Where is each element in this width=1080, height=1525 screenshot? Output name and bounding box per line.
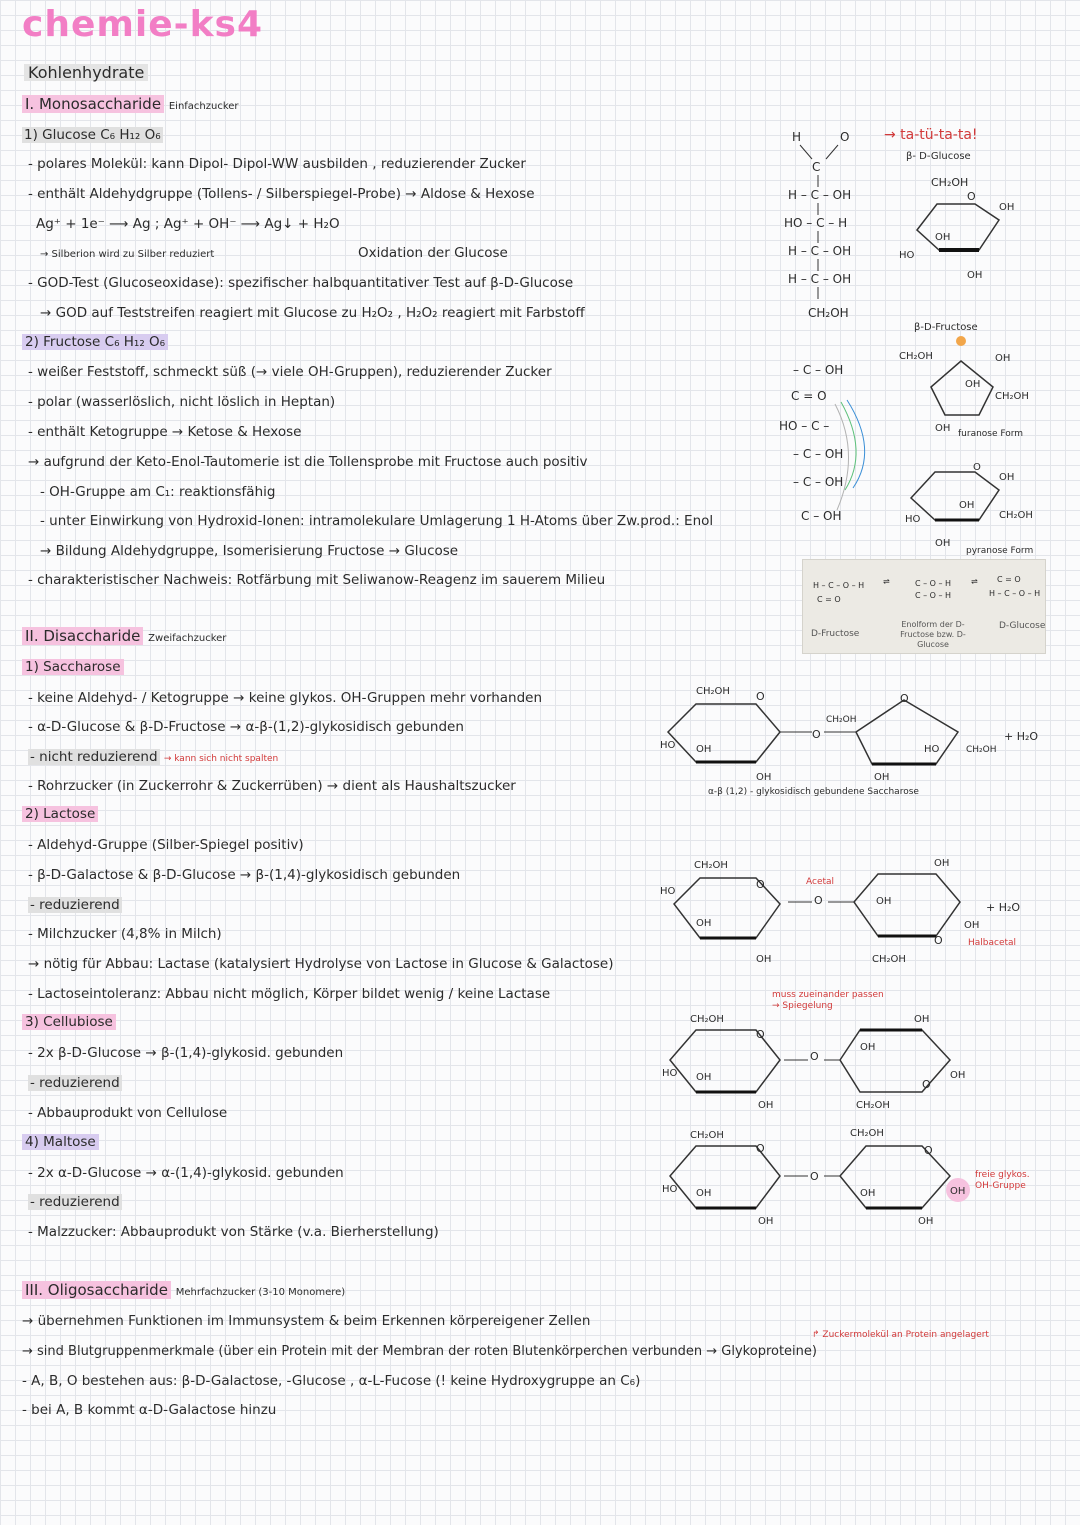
saccharose-line-4: - Rohrzucker (in Zuckerrohr & Zuckerrüben) → dient als Haushaltszucker — [28, 778, 516, 794]
svg-text:OH: OH — [696, 744, 712, 755]
svg-text:O: O — [756, 878, 765, 891]
svg-text:OH: OH — [860, 1188, 876, 1199]
halbacetal-label: Halbacetal — [968, 938, 1017, 948]
svg-text:HO: HO — [662, 1184, 678, 1195]
svg-text:O: O — [840, 130, 850, 144]
maltose-heading-text: 4) Maltose — [22, 1134, 99, 1150]
svg-text:O: O — [812, 728, 821, 741]
photo-label-fructose: D-Fructose — [811, 629, 860, 639]
svg-text:OH: OH — [918, 1216, 934, 1227]
svg-text:CH₂OH: CH₂OH — [966, 745, 997, 755]
svg-text:O: O — [814, 894, 823, 907]
glucose-line-4: → Silberion wird zu Silber reduziert — [40, 249, 215, 260]
svg-text:CH₂OH: CH₂OH — [850, 1128, 884, 1139]
svg-text:CH₂OH: CH₂OH — [856, 1100, 890, 1111]
tatu-note: → ta-tü-ta-ta! — [884, 127, 978, 143]
fructose-line-1: - weißer Feststoff, schmeckt süß (→ viele OH-Gruppen), reduzierender Zucker — [28, 364, 552, 380]
svg-text:OH: OH — [935, 538, 951, 549]
glucose-line-4b: Oxidation der Glucose — [358, 245, 508, 261]
svg-text:OH: OH — [696, 1188, 712, 1199]
fructose-line-7: → Bildung Aldehydgruppe, Isomerisierung Fructose → Glucose — [40, 543, 459, 559]
svg-text:– C – OH: – C – OH — [793, 475, 844, 489]
svg-text:C = O: C = O — [791, 389, 827, 403]
beta-glucose-chair — [895, 170, 1035, 280]
svg-text:OH: OH — [874, 772, 890, 783]
svg-text:C = O: C = O — [817, 595, 841, 604]
cellubiose-line-2 — [28, 1075, 122, 1092]
svg-text:– C – OH: – C – OH — [793, 363, 844, 377]
heading-di-text: II. Disaccharide — [22, 627, 143, 645]
svg-text:CH₂OH: CH₂OH — [690, 1014, 724, 1025]
photo-label-glucose: D-Glucose — [999, 621, 1046, 631]
svg-text:OH: OH — [758, 1100, 774, 1111]
svg-text:OH: OH — [995, 353, 1011, 364]
svg-text:OH: OH — [934, 858, 950, 869]
lactose-line-1: - Aldehyd-Gruppe (Silber-Spiegel positiv) — [28, 837, 304, 853]
pyranose-label: pyranose Form — [966, 546, 1034, 556]
svg-text:CH₂OH: CH₂OH — [872, 954, 906, 965]
svg-text:HO: HO — [924, 744, 940, 755]
saccharose-heading-text: 1) Saccharose — [22, 659, 124, 675]
glucose-line-1: - polares Molekül: kann Dipol- Dipol-WW ausbilden , reduzierender Zucker — [28, 156, 526, 172]
svg-text:CH₂OH: CH₂OH — [999, 510, 1033, 521]
lactose-water: + H₂O — [986, 901, 1021, 914]
maltose-structure — [660, 1124, 980, 1234]
glucose-line-3: Ag⁺ + 1e⁻ ⟶ Ag ; Ag⁺ + OH⁻ ⟶ Ag↓ + H₂O — [36, 216, 340, 232]
svg-text:OH: OH — [756, 954, 772, 965]
svg-text:H – C – OH: H – C – OH — [788, 244, 852, 258]
svg-text:HO: HO — [660, 740, 676, 751]
svg-text:OH: OH — [756, 772, 772, 783]
svg-text:O: O — [924, 1144, 933, 1157]
beta-glucose-label: β- D-Glucose — [906, 151, 971, 162]
heading-disaccharide — [22, 628, 226, 647]
saccharose-caption: α-β (1,2) - glykosidisch gebundene Saccharose — [708, 787, 919, 797]
fructose-line-3: - enthält Ketogruppe → Ketose & Hexose — [28, 424, 302, 440]
svg-text:OH: OH — [935, 423, 951, 434]
fructose-line-5: - OH-Gruppe am C₁: reaktionsfähig — [40, 484, 276, 500]
lactose-heading-text: 2) Lactose — [22, 806, 98, 822]
heading-oligo-text: III. Oligosaccharide — [22, 1281, 171, 1299]
page-title: chemie-ks4 — [22, 4, 264, 45]
svg-text:OH: OH — [758, 1216, 774, 1227]
svg-text:O: O — [900, 692, 909, 705]
section-subtitle: Kohlenhydrate — [24, 64, 148, 81]
svg-text:O: O — [756, 1142, 765, 1155]
svg-text:CH₂OH: CH₂OH — [826, 715, 857, 725]
saccharose-heading — [22, 659, 124, 676]
furanose-label: furanose Form — [958, 429, 1024, 439]
svg-text:OH: OH — [696, 918, 712, 929]
svg-text:HO: HO — [899, 250, 915, 261]
oligo-line-4: - bei A, B kommt α-D-Galactose hinzu — [22, 1402, 277, 1418]
svg-text:CH₂OH: CH₂OH — [694, 860, 728, 871]
svg-text:O: O — [967, 190, 976, 203]
saccharose-water: + H₂O — [1004, 730, 1039, 743]
svg-text:HO: HO — [905, 514, 921, 525]
saccharose-line-3 — [28, 749, 278, 768]
fructose-open-chain — [775, 360, 895, 540]
cellubiose-heading-text: 3) Cellubiose — [22, 1014, 116, 1030]
saccharose-line-2: - α-D-Glucose & β-D-Fructose → α-β-(1,2)-glykosidisch gebunden — [28, 719, 464, 735]
svg-text:⇌: ⇌ — [971, 577, 978, 586]
svg-text:HO – C – H: HO – C – H — [784, 216, 848, 230]
glucose-fischer-projection — [780, 125, 880, 325]
svg-text:⇌: ⇌ — [883, 577, 890, 586]
svg-text:O: O — [973, 462, 981, 473]
svg-text:OH: OH — [876, 896, 892, 907]
maltose-line-2-text: - reduzierend — [30, 1194, 120, 1210]
svg-text:CH₂OH: CH₂OH — [690, 1130, 724, 1141]
lactose-line-4: - Milchzucker (4,8% in Milch) — [28, 926, 222, 942]
saccharose-line-3-text: - nicht reduzierend — [30, 749, 158, 765]
svg-text:OH: OH — [999, 202, 1015, 213]
saccharose-line-1: - keine Aldehyd- / Ketogruppe → keine glykos. OH-Gruppen mehr vorhanden — [28, 690, 543, 706]
svg-text:H – C – O – H: H – C – O – H — [989, 589, 1041, 598]
heading-monosaccharide — [22, 96, 239, 115]
svg-text:H: H — [792, 130, 802, 144]
lactose-line-5: → nötig für Abbau: Lactase (katalysiert Hydrolyse von Lactose in Glucose & Galactose) — [28, 956, 614, 972]
lactose-heading — [22, 806, 98, 823]
glucose-line-2: - enthält Aldehydgruppe (Tollens- / Silberspiegel-Probe) → Aldose & Hexose — [28, 186, 535, 202]
lactose-structure — [660, 852, 1020, 972]
fructose-heading-text: 2) Fructose C₆ H₁₂ O₆ — [22, 334, 168, 350]
fructose-line-8: - charakteristischer Nachweis: Rotfärbung mit Seliwanow-Reagenz im sauerem Milieu — [28, 572, 606, 588]
spiegelung-note: muss zueinander passen → Spiegelung — [772, 990, 884, 1011]
svg-text:O: O — [934, 934, 943, 947]
svg-text:O: O — [922, 1078, 931, 1091]
svg-text:H – C – OH: H – C – OH — [788, 188, 852, 202]
oligo-note: ↱ Zuckermolekül an Protein angelagert — [812, 1330, 989, 1340]
svg-text:OH: OH — [999, 472, 1015, 483]
fructose-pyranose — [895, 458, 1045, 553]
cellubiose-line-2-text: - reduzierend — [30, 1075, 120, 1091]
glucose-heading-text: 1) Glucose C₆ H₁₂ O₆ — [24, 127, 161, 143]
svg-text:C = O: C = O — [997, 575, 1021, 584]
fructose-line-6: - unter Einwirkung von Hydroxid-Ionen: intramolekulare Umlagerung 1 H-Atoms über Zw.prod.: Enol — [40, 513, 714, 529]
freie-oh-note: freie glykos. OH-Gruppe — [975, 1170, 1030, 1191]
heading-mono-text: I. Monosaccharide — [22, 95, 164, 113]
lactose-line-3 — [28, 897, 122, 914]
heading-mono-note: Einfachzucker — [168, 101, 239, 112]
svg-text:CH₂OH: CH₂OH — [995, 391, 1029, 402]
oligo-line-3: - A, B, O bestehen aus: β-D-Galactose, -Glucose , α-L-Fucose (! keine Hydroxygruppe an C₆) — [22, 1373, 641, 1389]
glucose-line-5: - GOD-Test (Glucoseoxidase): spezifischer halbquantitativer Test auf β-D-Glucose — [28, 275, 574, 291]
cellubiose-line-3: - Abbauprodukt von Cellulose — [28, 1105, 228, 1121]
svg-text:OH: OH — [950, 1070, 966, 1081]
heading-di-note: Zweifachzucker — [148, 633, 227, 644]
fructose-line-4: → aufgrund der Keto-Enol-Tautomerie ist die Tollensprobe mit Fructose auch positiv — [28, 454, 588, 470]
svg-text:C: C — [812, 160, 821, 174]
photo-label-enol: Enolform der D-Fructose bzw. D-Glucose — [900, 620, 966, 649]
svg-text:O: O — [756, 1028, 765, 1041]
svg-text:HO – C –: HO – C – — [779, 419, 830, 433]
svg-text:O: O — [756, 690, 765, 703]
cellubiose-line-1: - 2x β-D-Glucose → β-(1,4)-glykosid. gebunden — [28, 1045, 344, 1061]
svg-text:H – C – O – H: H – C – O – H — [813, 581, 865, 590]
svg-text:OH: OH — [860, 1042, 876, 1053]
heading-oligosaccharide — [22, 1282, 345, 1301]
fructose-heading — [22, 334, 168, 351]
svg-text:O: O — [810, 1050, 819, 1063]
saccharose-line-3-note: → kann sich nicht spalten — [163, 754, 279, 764]
svg-text:C – O – H: C – O – H — [915, 579, 952, 588]
svg-text:OH: OH — [950, 1186, 966, 1197]
cellubiose-heading — [22, 1014, 116, 1031]
lactose-line-6: - Lactoseintoleranz: Abbau nicht möglich, Körper bildet wenig / keine Lactase — [28, 986, 551, 1002]
lactose-line-3-text: - reduzierend — [30, 897, 120, 913]
fructose-line-2: - polar (wasserlöslich, nicht löslich in Heptan) — [28, 394, 336, 410]
beta-fructose-label: β-D-Fructose — [914, 322, 978, 333]
saccharose-structure — [660, 680, 1060, 800]
svg-text:C – O – H: C – O – H — [915, 591, 952, 600]
svg-text:OH: OH — [967, 270, 983, 281]
glucose-line-6: → GOD auf Teststreifen reagiert mit Glucose zu H₂O₂ , H₂O₂ reagiert mit Farbstoff — [40, 305, 585, 321]
textbook-photo — [802, 559, 1046, 654]
lactose-line-2: - β-D-Galactose & β-D-Glucose → β-(1,4)-glykosidisch gebunden — [28, 867, 461, 883]
oligo-line-2: → sind Blutgruppenmerkmale (über ein Protein mit der Membran der roten Blutenkörperchen verbunden → Glykoproteine) — [22, 1344, 817, 1359]
svg-text:OH: OH — [965, 379, 981, 390]
maltose-line-3: - Malzzucker: Abbauprodukt von Stärke (v.a. Bierherstellung) — [28, 1224, 439, 1240]
svg-text:OH: OH — [959, 500, 975, 511]
svg-text:O: O — [810, 1170, 819, 1183]
svg-text:OH: OH — [914, 1014, 930, 1025]
svg-text:HO: HO — [660, 886, 676, 897]
glucose-heading — [22, 127, 163, 144]
oligo-line-1: → übernehmen Funktionen im Immunsystem & beim Erkennen körpereigener Zellen — [22, 1313, 591, 1329]
svg-text:CH₂OH: CH₂OH — [696, 686, 730, 697]
svg-text:HO: HO — [662, 1068, 678, 1079]
svg-text:CH₂OH: CH₂OH — [931, 176, 969, 189]
acetal-label: Acetal — [806, 877, 835, 887]
svg-text:CH₂OH: CH₂OH — [808, 306, 849, 320]
maltose-line-1: - 2x α-D-Glucose → α-(1,4)-glykosid. gebunden — [28, 1165, 344, 1181]
maltose-line-2 — [28, 1194, 122, 1211]
svg-text:OH: OH — [696, 1072, 712, 1083]
maltose-heading — [22, 1134, 99, 1151]
svg-text:OH: OH — [964, 920, 980, 931]
svg-text:CH₂OH: CH₂OH — [899, 351, 933, 362]
heading-oligo-note: Mehrfachzucker (3-10 Monomere) — [175, 1287, 346, 1298]
svg-text:H – C – OH: H – C – OH — [788, 272, 852, 286]
svg-text:– C – OH: – C – OH — [793, 447, 844, 461]
cellobiose-structure — [660, 1008, 980, 1118]
svg-text:C – OH: C – OH — [801, 509, 842, 523]
svg-text:OH: OH — [935, 232, 951, 243]
